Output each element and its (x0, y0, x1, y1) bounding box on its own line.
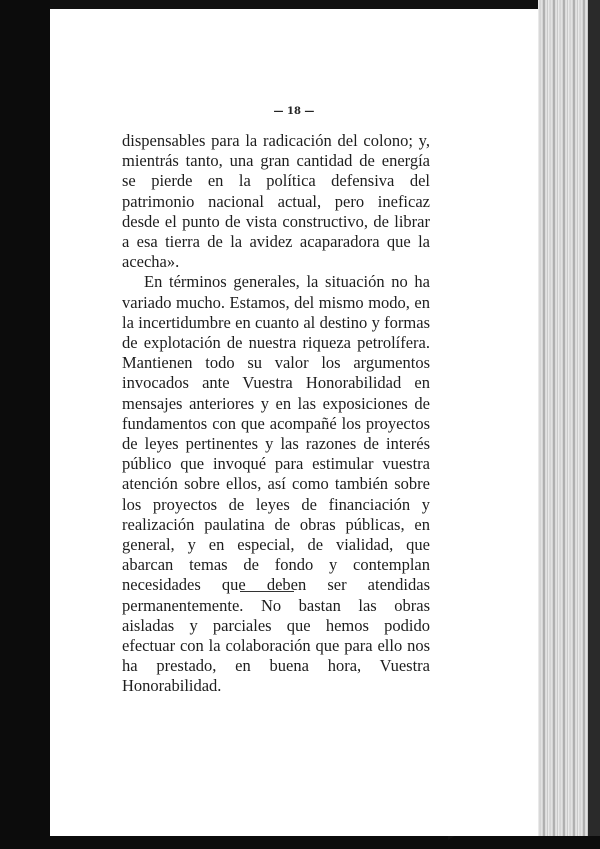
page-number: — 18 — (273, 106, 315, 117)
scan-bottom-edge (0, 836, 600, 849)
scan-left-edge (0, 0, 50, 849)
scan-top-edge (0, 0, 600, 9)
body-text (122, 131, 430, 697)
scan-right-shadow (588, 0, 600, 849)
paragraph-continuation: dispensables para la radicación del colono; y, mientrás tanto, una gran cantidad de energía se pierde en la política defensiva del patrimonio nacional actual, pero ineficaz desde el punto de vista constructivo, de librar a esa tierra de la avidez acaparadora que la acecha». (122, 131, 430, 272)
closing-rule (240, 591, 294, 592)
paragraph: En términos generales, la situación no ha variado mucho. Estamos, del mismo modo, en la incertidumbre en cuanto al destino y formas de explotación de nuestra riqueza petrolífera. Mantienen todo su valor los argumentos invocados ante Vuestra Honorabilidad en mensajes anteriores y en las exposiciones de fundamentos con que acompañé los proyectos de leyes pertinentes y las razones de interés público que invoqué para estimular vuestra atención sobre ellos, así como también sobre los proyectos de leyes de financiación y realización paulatina de obras públicas, en general, y en especial, de vialidad, que abarcan temas de fondo y contemplan necesidades que deben ser atendidas permanentemente. No bastan las obras aisladas y parciales que hemos podido efectuar con la colaboración que para ello nos ha prestado, en buena hora, Vuestra Honorabilidad. (122, 272, 430, 696)
